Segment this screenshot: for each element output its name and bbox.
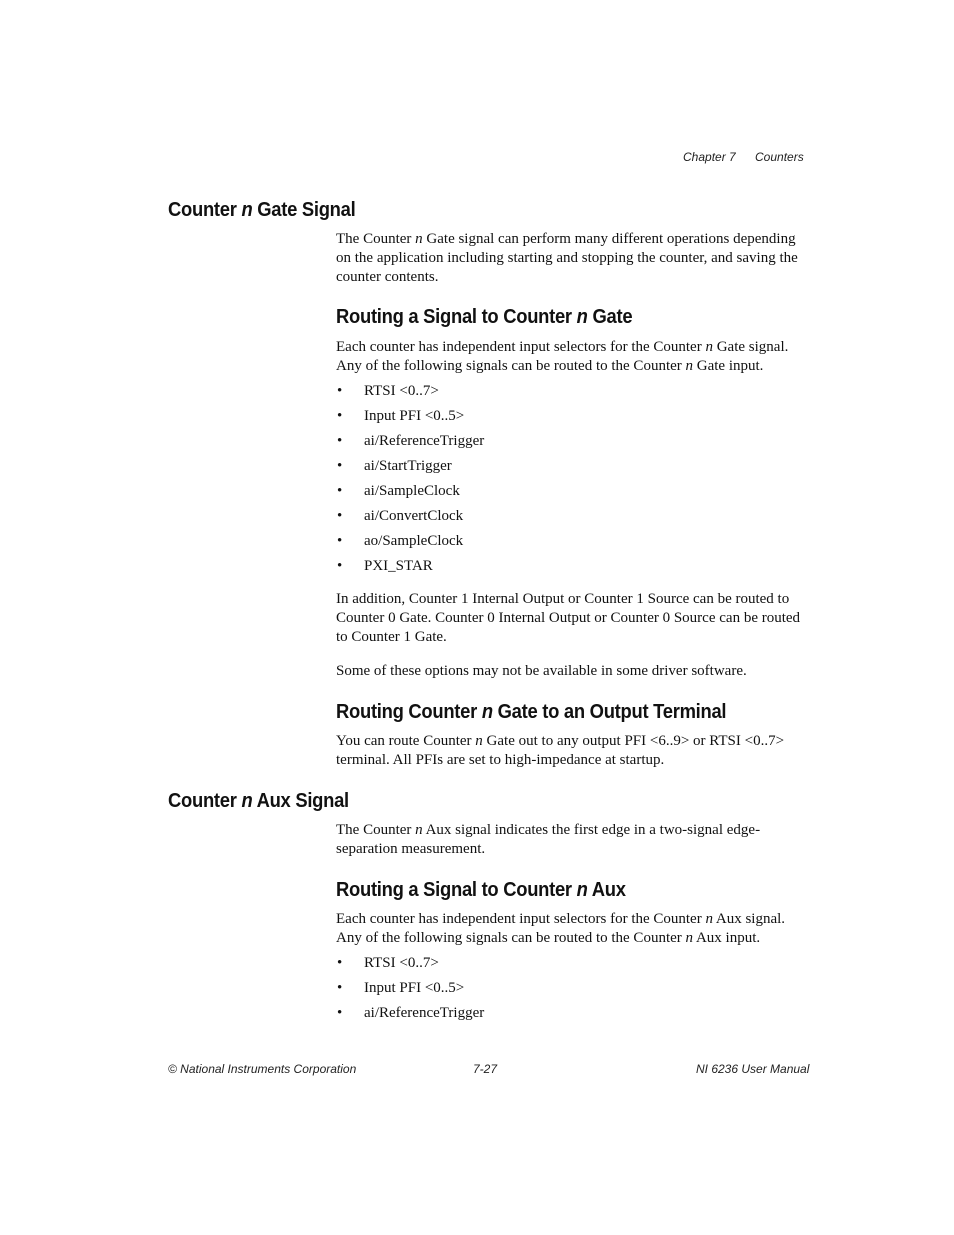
routing-gate-note: Some of these options may not be available in some driver software. [336, 663, 747, 679]
footer-page-number: 7-27 [473, 1062, 498, 1076]
heading-aux-signal: Counter n Aux Signal [168, 790, 349, 812]
list-item: • Input PFI <0..5> [337, 980, 465, 996]
aux-signal-description: The Counter n Aux signal indicates the first edge in a two-signal edge-separation measurement. [336, 822, 761, 857]
heading-variable: n [241, 199, 253, 221]
list-item: • ai/ConvertClock [337, 508, 464, 524]
heading-text: Gate Signal [252, 199, 356, 221]
footer-copyright: © National Instruments Corporation [168, 1062, 357, 1076]
heading-text: Counter [168, 199, 242, 221]
list-item: • PXI_STAR [337, 558, 433, 574]
list-item: • RTSI <0..7> [337, 955, 439, 971]
list-item: • ai/ReferenceTrigger [337, 1005, 485, 1021]
routing-gate-signal-list [336, 382, 484, 582]
routing-gate-output-description: You can route Counter n Gate out to any output PFI <6..9> or RTSI <0..7> terminal. All PFIs are set to high-impedance at startup. [336, 733, 785, 768]
running-header-section: Counters [755, 150, 804, 164]
footer-manual-title: NI 6236 User Manual [696, 1062, 810, 1076]
routing-aux-signal-list [336, 954, 484, 1029]
list-item: • ao/SampleClock [337, 533, 464, 549]
heading-routing-gate: Routing a Signal to Counter n Gate [336, 306, 633, 328]
gate-signal-description: The Counter n Gate signal can perform many different operations depending on the application including starting and stopping the counter, and saving the counter contents. [336, 231, 798, 285]
running-header-chapter: Chapter 7 [683, 150, 736, 164]
routing-gate-addition: In addition, Counter 1 Internal Output or Counter 1 Source can be routed to Counter 0 Gate. Counter 0 Internal Output or Counter 0 Source can be routed to Counter 1 Gate. [336, 591, 801, 645]
list-item: • RTSI <0..7> [337, 383, 439, 399]
heading-routing-aux: Routing a Signal to Counter n Aux [336, 879, 626, 901]
routing-gate-intro: Each counter has independent input selectors for the Counter n Gate signal. Any of the following signals can be routed to the Counter n Gate input. [336, 339, 789, 374]
list-item: • ai/SampleClock [337, 483, 460, 499]
routing-aux-intro: Each counter has independent input selectors for the Counter n Aux signal. Any of the following signals can be routed to the Counter n Aux input. [336, 911, 786, 946]
heading-gate-signal [168, 199, 355, 222]
heading-routing-gate-output: Routing Counter n Gate to an Output Terminal [336, 701, 727, 723]
list-item: • ai/ReferenceTrigger [337, 433, 485, 449]
list-item: • ai/StartTrigger [337, 458, 452, 474]
list-item: • Input PFI <0..5> [337, 408, 465, 424]
